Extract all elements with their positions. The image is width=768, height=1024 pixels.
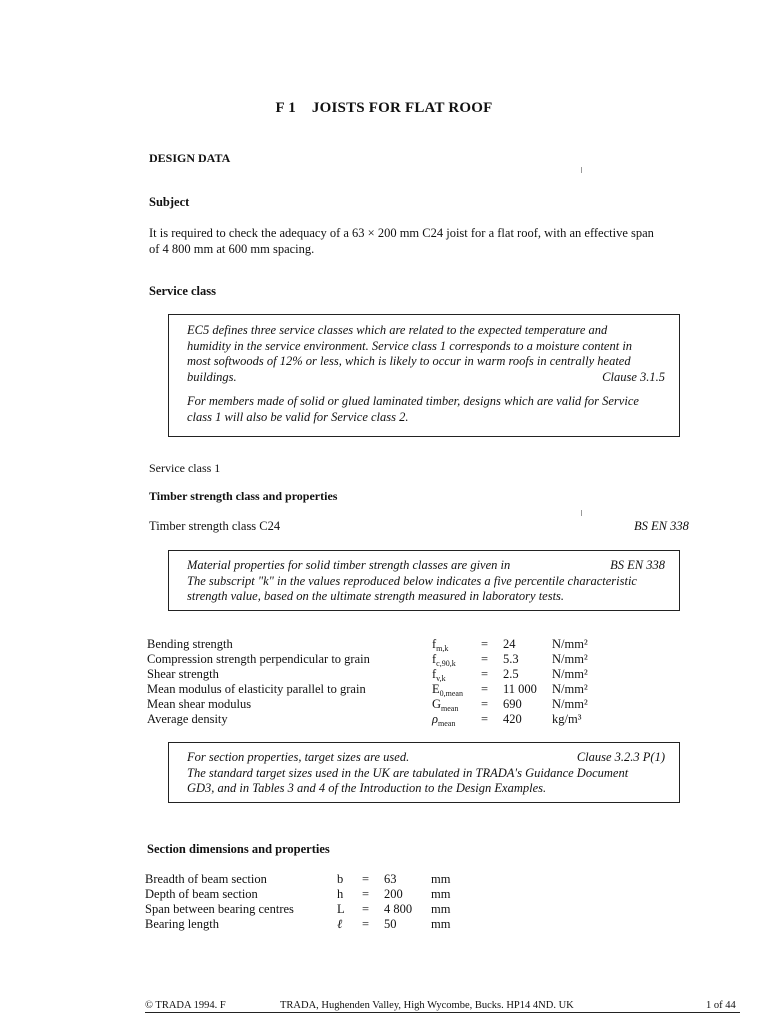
dimension-symbol: h xyxy=(337,887,344,901)
dimension-unit: mm xyxy=(431,902,451,916)
property-row xyxy=(147,712,627,727)
property-row xyxy=(147,637,627,652)
service-class-note-box xyxy=(168,314,680,437)
property-value: 420 xyxy=(503,712,522,726)
dimension-row xyxy=(145,902,485,917)
property-symbol: $f_{m,k}$ xyxy=(432,637,449,653)
service-class-value: Service class 1 xyxy=(149,461,221,475)
footer-copyright: © TRADA 1994. F xyxy=(145,1000,226,1011)
margin-mark xyxy=(581,167,582,173)
dimension-symbol: b xyxy=(337,872,344,886)
property-symbol: $f_{c,90,k}$ xyxy=(432,652,456,668)
property-value: 690 xyxy=(503,697,522,711)
service-class-heading: Service class xyxy=(149,284,216,298)
property-label: Mean shear modulus xyxy=(147,697,252,711)
dimension-symbol: ℓ xyxy=(337,917,343,931)
property-unit: N/mm² xyxy=(552,637,588,651)
property-unit: N/mm² xyxy=(552,667,588,681)
note-line: strength value, based on the ultimate strength measured in laboratory tests. xyxy=(187,589,565,603)
property-value: 2.5 xyxy=(503,667,519,681)
equals-sign: = xyxy=(362,917,370,931)
equals-sign: = xyxy=(481,652,489,666)
property-unit: N/mm² xyxy=(552,652,588,666)
dimension-value: 63 xyxy=(384,872,397,886)
property-row xyxy=(147,682,627,697)
equals-sign: = xyxy=(362,872,370,886)
timber-heading: Timber strength class and properties xyxy=(149,489,338,503)
dimension-row xyxy=(145,872,485,887)
dimension-unit: mm xyxy=(431,887,451,901)
footer-page-number: 1 of 44 xyxy=(706,1000,736,1011)
equals-sign: = xyxy=(362,887,370,901)
property-symbol: $f_{v,k}$ xyxy=(432,667,446,683)
property-value: 5.3 xyxy=(503,652,519,666)
note-line: For members made of solid or glued laminated timber, designs which are valid for Service xyxy=(187,394,639,408)
design-data-heading: DESIGN DATA xyxy=(149,151,231,165)
equals-sign: = xyxy=(481,697,489,711)
note-line: class 1 will also be valid for Service class 2. xyxy=(187,409,409,424)
property-label: Average density xyxy=(147,712,228,726)
property-value: 11 000 xyxy=(503,682,537,696)
note-line: most softwoods of 12% or less, which is likely to occur in warm roofs in centrally heated xyxy=(187,354,631,368)
property-symbol: $E_{0,mean}$ xyxy=(432,682,463,698)
material-properties-list xyxy=(147,637,627,727)
subject-heading: Subject xyxy=(149,195,190,209)
dimension-label: Span between bearing centres xyxy=(145,902,294,916)
property-label: Compression strength perpendicular to grain xyxy=(147,652,370,666)
property-label: Bending strength xyxy=(147,637,233,651)
subject-line-1: It is required to check the adequacy of a 63 × 200 mm C24 joist for a flat roof, with an effective span xyxy=(149,226,654,240)
equals-sign: = xyxy=(481,682,489,696)
note-line: Material properties for solid timber strength classes are given in xyxy=(187,558,511,572)
timber-strength-class: Timber strength class C24 xyxy=(149,519,281,533)
section-dimensions-heading: Section dimensions and properties xyxy=(147,842,330,856)
note-line: humidity in the service environment. Service class 1 corresponds to a moisture content in xyxy=(187,338,633,353)
property-unit: N/mm² xyxy=(552,682,588,696)
margin-mark xyxy=(581,510,582,516)
dimension-row xyxy=(145,917,485,932)
title-text: JOISTS FOR FLAT ROOF xyxy=(311,100,493,116)
dimension-value: 200 xyxy=(384,887,403,901)
dimension-symbol: L xyxy=(337,902,345,916)
footer-address: TRADA, Hughenden Valley, High Wycombe, Bucks. HP14 4ND. UK xyxy=(280,1000,574,1011)
equals-sign: = xyxy=(481,712,489,726)
footer-rule xyxy=(145,1012,740,1013)
subject-text xyxy=(149,225,709,257)
property-symbol: $G_{mean}$ xyxy=(432,697,459,713)
property-label: Mean modulus of elasticity parallel to grain xyxy=(147,682,366,696)
section-code: F 1 xyxy=(275,100,296,116)
section-properties-note-box xyxy=(168,742,680,803)
dimension-row xyxy=(145,887,485,902)
material-properties-note-box xyxy=(168,550,680,611)
property-label: Shear strength xyxy=(147,667,219,681)
property-row xyxy=(147,652,627,667)
dimension-unit: mm xyxy=(431,872,451,886)
property-unit: kg/m³ xyxy=(552,712,582,726)
note-line: GD3, and in Tables 3 and 4 of the Introduction to the Design Examples. xyxy=(187,781,547,795)
note-line: The standard target sizes used in the UK are tabulated in TRADA's Guidance Document xyxy=(187,765,629,780)
note-line: The subscript "k" in the values reproduced below indicates a five percentile characteristic xyxy=(187,573,637,588)
dimension-label: Depth of beam section xyxy=(145,887,258,901)
note-line: buildings. xyxy=(187,369,237,384)
dimension-label: Breadth of beam section xyxy=(145,872,267,886)
dimension-unit: mm xyxy=(431,917,451,931)
equals-sign: = xyxy=(481,637,489,651)
clause-reference: Clause 3.2.3 P(1) xyxy=(576,750,665,764)
timber-reference: BS EN 338 xyxy=(634,519,689,533)
note-reference: BS EN 338 xyxy=(610,558,665,572)
clause-reference: Clause 3.1.5 xyxy=(602,369,665,384)
property-symbol: $\rho_{mean}$ xyxy=(432,712,456,728)
dimension-value: 4 800 xyxy=(384,902,413,916)
note-line: EC5 defines three service classes which are related to the expected temperature and xyxy=(187,323,608,337)
property-unit: N/mm² xyxy=(552,697,588,711)
property-row xyxy=(147,697,627,712)
note-line: For section properties, target sizes are used. xyxy=(187,750,410,764)
dimension-value: 50 xyxy=(384,917,397,931)
section-dimensions-list xyxy=(145,872,485,932)
dimension-label: Bearing length xyxy=(145,917,219,931)
equals-sign: = xyxy=(481,667,489,681)
equals-sign: = xyxy=(362,902,370,916)
subject-line-2: of 4 800 mm at 600 mm spacing. xyxy=(149,242,315,256)
property-value: 24 xyxy=(503,637,516,651)
property-row xyxy=(147,667,627,682)
page-title xyxy=(0,100,768,117)
